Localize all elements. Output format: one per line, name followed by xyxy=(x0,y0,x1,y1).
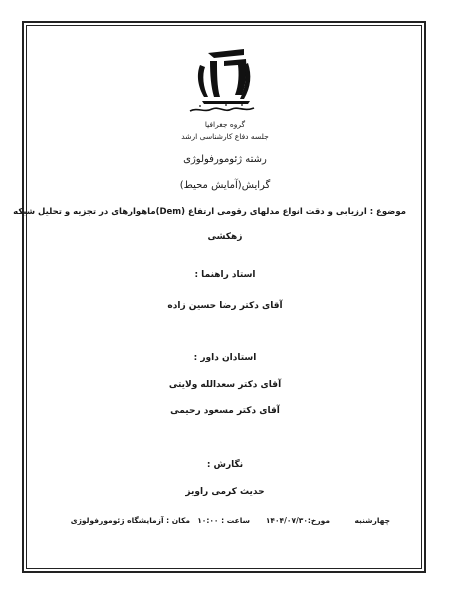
defense-place: مکان : آزمایشگاه ژئومورفولوژی xyxy=(70,516,190,525)
referees-label: استادان داور : xyxy=(193,353,257,363)
supervisor-label: استاد راهنما : xyxy=(194,270,256,280)
referee-name-2: آقای دکتر مسعود رحیمی xyxy=(170,406,280,416)
defense-day: چهارشنبه xyxy=(354,516,390,525)
thesis-topic-line1: موضوع : ارزیابی و دقت انواع مدلهای رقومی ارتفاع (Dem)ماهوارهای در تجزیه و تحلیل شبکه xyxy=(13,207,406,217)
defense-details xyxy=(60,516,390,530)
referee-name-1: آقای دکتر سعدالله ولایتی xyxy=(168,380,282,390)
session-title: جلسه دفاع کارشناسی ارشد xyxy=(181,132,269,141)
defense-time: ساعت : ۱۰:۰۰ xyxy=(197,516,250,525)
major-title: رشته ژئومورفولوژی xyxy=(183,154,267,165)
university-logo xyxy=(180,45,270,121)
group-label: گروه جغرافیا xyxy=(204,120,246,129)
thesis-topic-line2: زهکشی xyxy=(207,232,243,242)
supervisor-name: آقای دکتر رضا حسین زاده xyxy=(167,301,283,311)
author-label: نگارش : xyxy=(206,460,244,470)
specialization-title: گرایش(آمایش محیط) xyxy=(179,180,271,191)
author-name: حدیث کرمی راویز xyxy=(185,487,265,497)
defense-date: مورخ:۱۴۰۴/۰۷/۳۰ xyxy=(265,516,330,525)
